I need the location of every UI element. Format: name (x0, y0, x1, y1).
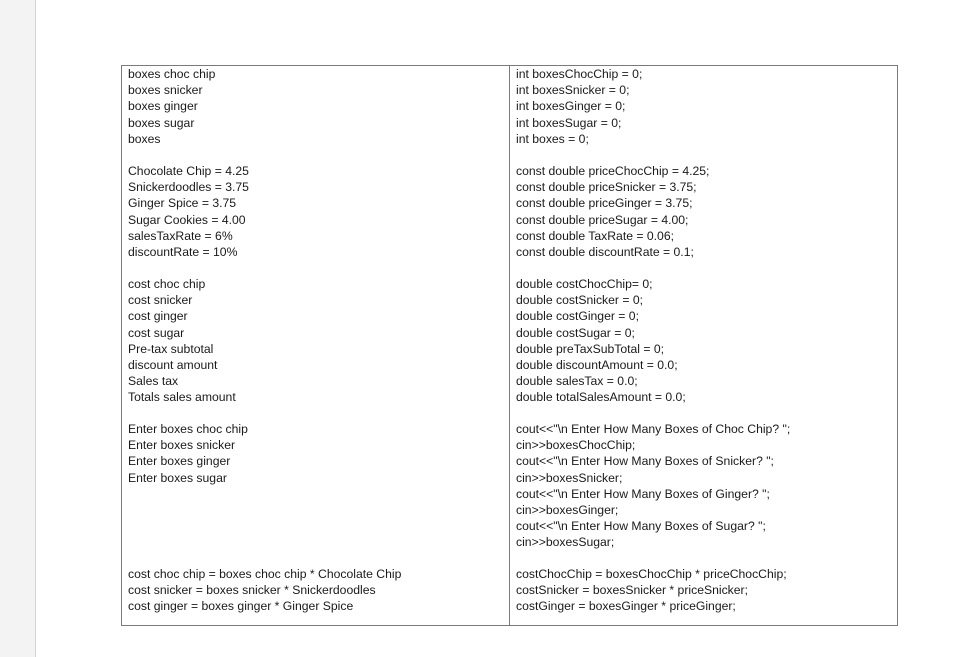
pseudocode-line: cost choc chip (128, 277, 206, 291)
code-line: const double priceChocChip = 4.25; (516, 164, 710, 178)
code-line: cout<<"\n Enter How Many Boxes of Sugar? "; (516, 519, 766, 534)
pseudocode-line: Enter boxes ginger (128, 454, 231, 469)
code-line: double discountAmount = 0.0; (516, 357, 678, 372)
left-margin-panel (0, 0, 36, 657)
code-line: cin>>boxesSugar; (516, 535, 615, 550)
code-line: cout<<"\n Enter How Many Boxes of Choc Chip? "; (516, 422, 791, 436)
pseudocode-line: discount amount (128, 357, 218, 372)
pseudocode-line: boxes sugar (128, 115, 195, 130)
code-line: int boxes = 0; (516, 131, 589, 146)
code-line: double costSugar = 0; (516, 325, 635, 340)
code-line: costSnicker = boxesSnicker * priceSnicker; (516, 583, 748, 598)
code-block-4 (516, 421, 893, 551)
code-line: const double priceSnicker = 3.75; (516, 180, 697, 195)
code-line: costGinger = boxesGinger * priceGinger; (516, 599, 736, 614)
code-line: cout<<"\n Enter How Many Boxes of Snicker? "; (516, 454, 774, 469)
pseudocode-line: cost ginger = boxes ginger * Ginger Spice (128, 599, 354, 614)
code-line: const double discountRate = 0.1; (516, 244, 694, 259)
code-line: cin>>boxesSnicker; (516, 470, 623, 485)
code-line: int boxesChocChip = 0; (516, 67, 643, 81)
pseudocode-line: cost ginger (128, 309, 188, 324)
pseudocode-line: cost snicker = boxes snicker * Snickerdoodles (128, 583, 376, 598)
pseudocode-line: boxes ginger (128, 99, 198, 114)
code-line: double totalSalesAmount = 0.0; (516, 390, 686, 405)
code-line: int boxesSugar = 0; (516, 115, 622, 130)
code-block-1 (516, 66, 893, 147)
code-block-2 (516, 163, 893, 260)
pseudocode-line: Sugar Cookies = 4.00 (128, 212, 246, 227)
pseudocode-table (121, 65, 898, 626)
pseudocode-line: Enter boxes sugar (128, 470, 227, 485)
pseudocode-line: Sales tax (128, 374, 179, 389)
pseudocode-block-5 (128, 566, 505, 615)
pseudocode-line: cost snicker (128, 293, 193, 308)
pseudocode-column (122, 66, 510, 625)
pseudocode-line: Totals sales amount (128, 390, 236, 405)
pseudocode-block-2 (128, 163, 505, 260)
code-line: int boxesGinger = 0; (516, 99, 626, 114)
code-line: cin>>boxesGinger; (516, 502, 619, 517)
pseudocode-line: Snickerdoodles = 3.75 (128, 180, 249, 195)
code-line: costChocChip = boxesChocChip * priceChocChip; (516, 567, 787, 581)
pseudocode-block-3 (128, 276, 505, 406)
code-block-5 (516, 566, 893, 615)
pseudocode-line: salesTaxRate = 6% (128, 228, 233, 243)
pseudocode-line: cost choc chip = boxes choc chip * Chocolate Chip (128, 567, 402, 581)
pseudocode-line: discountRate = 10% (128, 244, 238, 259)
pseudocode-line: Enter boxes choc chip (128, 422, 248, 436)
code-line: double salesTax = 0.0; (516, 374, 638, 389)
pseudocode-block-4 (128, 421, 505, 486)
code-line: const double TaxRate = 0.06; (516, 228, 674, 243)
pseudocode-line: Chocolate Chip = 4.25 (128, 164, 249, 178)
pseudocode-line: cost sugar (128, 325, 185, 340)
code-line: int boxesSnicker = 0; (516, 83, 630, 98)
code-line: const double priceGinger = 3.75; (516, 196, 693, 211)
code-line: double costChocChip= 0; (516, 277, 653, 291)
pseudocode-line: Ginger Spice = 3.75 (128, 196, 237, 211)
code-line: double preTaxSubTotal = 0; (516, 341, 665, 356)
cpp-code-column (510, 66, 897, 625)
pseudocode-line: boxes snicker (128, 83, 203, 98)
code-line: cin>>boxesChocChip; (516, 438, 636, 453)
code-line: const double priceSugar = 4.00; (516, 212, 689, 227)
pseudocode-line: Enter boxes snicker (128, 438, 236, 453)
pseudocode-line: boxes choc chip (128, 67, 216, 81)
code-line: double costGinger = 0; (516, 309, 639, 324)
code-line: cout<<"\n Enter How Many Boxes of Ginger? "; (516, 486, 770, 501)
pseudocode-block-1 (128, 66, 505, 147)
code-line: double costSnicker = 0; (516, 293, 644, 308)
pseudocode-line: Pre-tax subtotal (128, 341, 214, 356)
pseudocode-line: boxes (128, 131, 161, 146)
code-block-3 (516, 276, 893, 406)
